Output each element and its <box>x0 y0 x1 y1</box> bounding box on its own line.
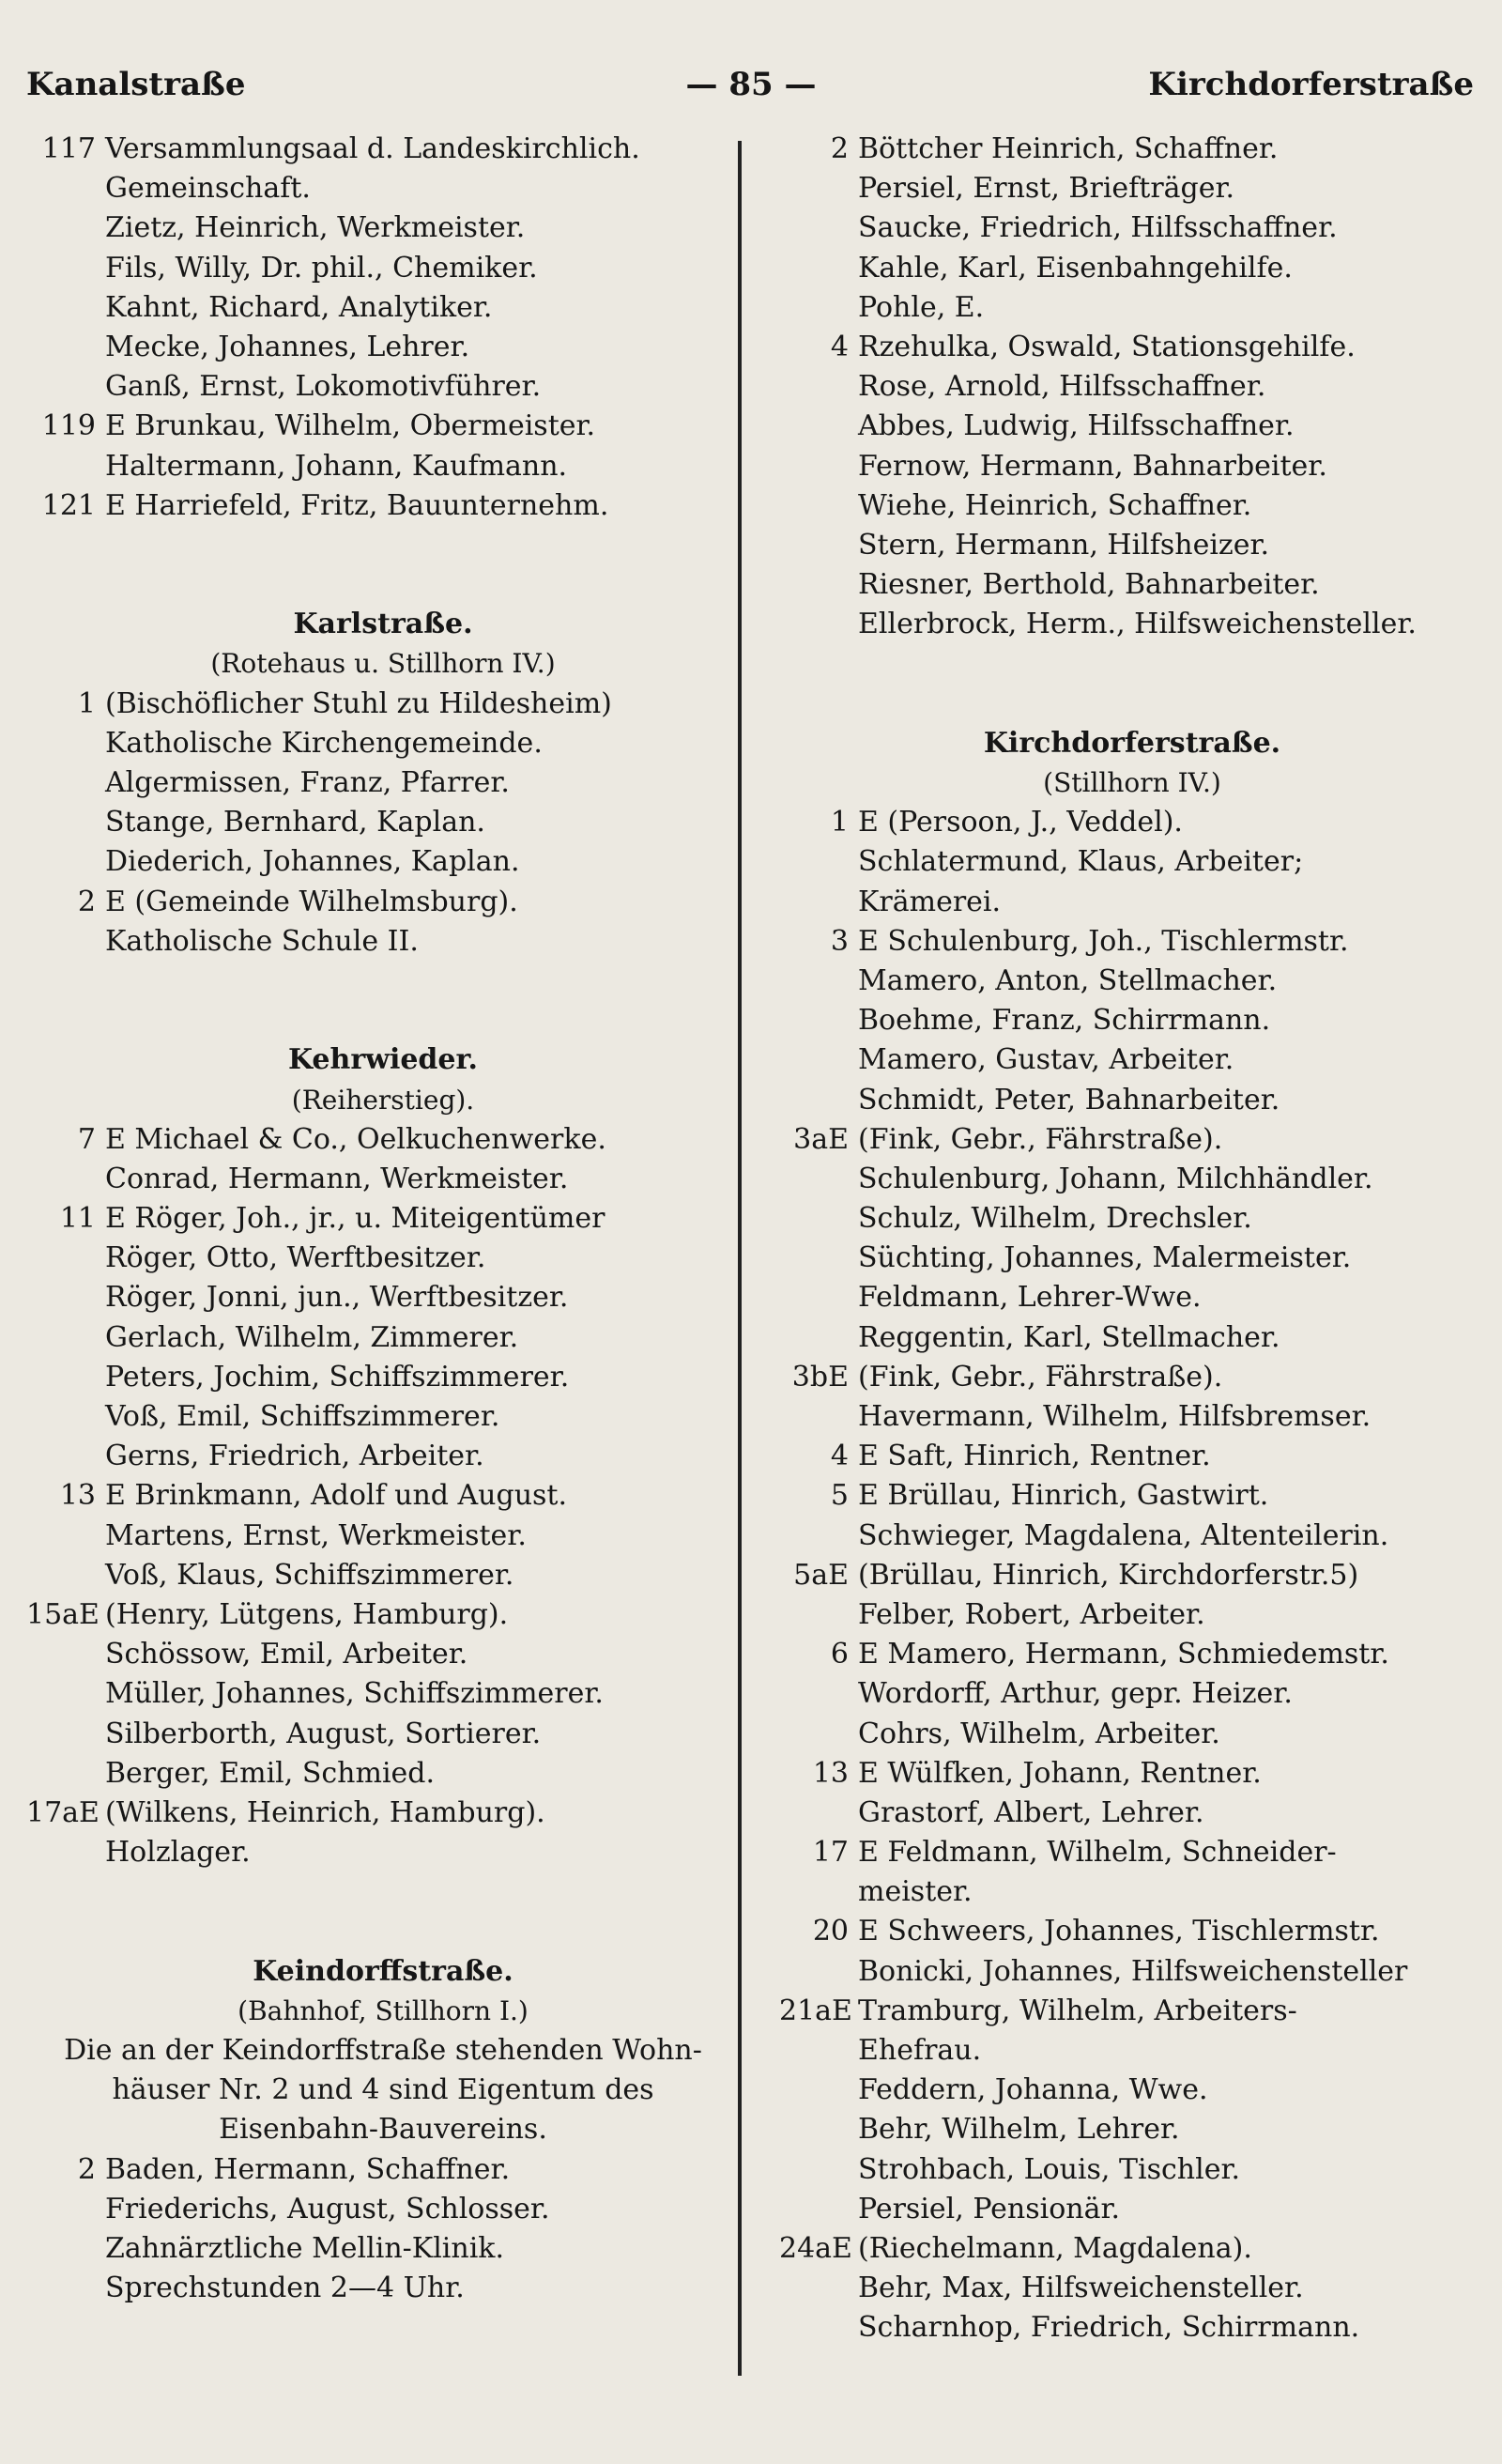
house-number: 2 <box>830 132 849 165</box>
directory-entry <box>779 1556 1485 1595</box>
directory-entry <box>26 1674 740 1714</box>
directory-entry <box>26 1120 740 1160</box>
directory-entry <box>26 169 740 208</box>
entry-text: Mamero, Gustav, Arbeiter. <box>858 1043 1234 1077</box>
entry-text: Algermissen, Franz, Pfarrer. <box>105 766 510 799</box>
entry-text: Schössow, Emil, Arbeiter. <box>105 1638 468 1671</box>
directory-entry <box>779 1794 1485 1833</box>
directory-entry <box>26 1199 740 1239</box>
entry-text: Haltermann, Johann, Kaufmann. <box>105 449 568 483</box>
entry-text: (Fink, Gebr., Fährstraße). <box>858 1360 1223 1394</box>
house-number: 6 <box>830 1638 849 1671</box>
directory-entry <box>779 1992 1485 2031</box>
directory-entry <box>26 685 740 724</box>
directory-entry <box>779 1397 1485 1437</box>
entry-text: Wiehe, Heinrich, Schaffner. <box>858 488 1252 522</box>
entry-text: Schlatermund, Klaus, Arbeiter; <box>858 845 1304 879</box>
right-column <box>779 130 1485 2402</box>
house-number: 17 <box>812 1836 849 1870</box>
street-district: (Bahnhof, Stillhorn I.) <box>238 1994 529 2026</box>
street-note: Eisenbahn-Bauvereins. <box>219 2113 547 2147</box>
left-column <box>26 130 740 2402</box>
directory-entry <box>779 486 1485 526</box>
entry-text: Riesner, Berthold, Bahnarbeiter. <box>858 568 1320 602</box>
directory-entry <box>26 1833 740 1872</box>
entry-text: Feldmann, Lehrer-Wwe. <box>858 1281 1202 1315</box>
directory-entry <box>26 1397 740 1437</box>
entry-text: Peters, Jochim, Schiffszimmerer. <box>105 1360 570 1394</box>
entry-text: Tramburg, Wilhelm, Arbeiters- <box>858 1994 1297 2027</box>
directory-entry <box>779 1160 1485 1199</box>
directory-entry <box>26 883 740 922</box>
entry-text: Fils, Willy, Dr. phil., Chemiker. <box>105 251 538 285</box>
entry-text: Kahle, Karl, Eisenbahngehilfe. <box>858 251 1293 285</box>
directory-entry <box>779 1081 1485 1120</box>
directory-entry <box>26 288 740 328</box>
entry-text: E Harriefeld, Fritz, Bauunternehm. <box>105 488 609 522</box>
entry-text: Röger, Otto, Werftbesitzer. <box>105 1241 486 1275</box>
house-number: 21aE <box>779 1994 852 2027</box>
directory-entry <box>26 367 740 407</box>
street-heading: Karlstraße. <box>293 608 473 641</box>
street-district: (Stillhorn IV.) <box>1043 767 1221 798</box>
entry-text: Havermann, Wilhelm, Hilfsbremser. <box>858 1400 1372 1433</box>
entry-text: Gerlach, Wilhelm, Zimmerer. <box>105 1320 519 1354</box>
house-number: 13 <box>59 1479 96 1513</box>
directory-entry <box>779 1912 1485 1951</box>
running-head-right: Kirchdorferstraße <box>1148 66 1474 103</box>
directory-entry <box>26 1437 740 1476</box>
entry-text: Katholische Kirchengemeinde. <box>105 726 543 760</box>
directory-entry <box>779 407 1485 446</box>
directory-entry <box>26 2150 740 2190</box>
entry-text: E Saft, Hinrich, Rentner. <box>858 1440 1211 1473</box>
entry-text: Behr, Max, Hilfsweichensteller. <box>858 2272 1304 2305</box>
page-number: — 85 — <box>685 66 817 103</box>
street-note: häuser Nr. 2 und 4 sind Eigentum des <box>112 2073 654 2107</box>
entry-text: Krämerei. <box>858 885 1002 918</box>
house-number: 13 <box>812 1756 849 1790</box>
running-head-left: Kanalstraße <box>26 66 246 103</box>
house-number: 7 <box>77 1122 96 1156</box>
entry-text: Martens, Ernst, Werkmeister. <box>105 1518 527 1552</box>
house-number: 15aE <box>26 1597 100 1631</box>
directory-entry <box>779 1239 1485 1278</box>
directory-entry <box>26 2190 740 2229</box>
house-number: 2 <box>77 885 96 918</box>
entry-text: (Wilkens, Heinrich, Hamburg). <box>105 1795 545 1829</box>
entry-text: Schulenburg, Johann, Milchhändler. <box>858 1162 1373 1195</box>
entry-text: Katholische Schule II. <box>105 924 419 958</box>
entry-text: Baden, Hermann, Schaffner. <box>105 2152 511 2186</box>
directory-entry <box>779 842 1485 882</box>
entry-text: (Brüllau, Hinrich, Kirchdorferstr.5) <box>858 1558 1359 1592</box>
entry-text: (Riechelmann, Magdalena). <box>858 2231 1252 2265</box>
directory-entry <box>779 1040 1485 1080</box>
entry-text: Persiel, Ernst, Briefträger. <box>858 172 1235 206</box>
directory-entry <box>26 1476 740 1516</box>
directory-entry <box>779 1278 1485 1317</box>
entry-text: Zietz, Heinrich, Werkmeister. <box>105 211 526 245</box>
directory-entry <box>779 1595 1485 1635</box>
entry-text: E Schweers, Johannes, Tischlermstr. <box>858 1915 1380 1948</box>
entry-text: E Brinkmann, Adolf und August. <box>105 1479 568 1513</box>
house-number: 3aE <box>793 1122 849 1156</box>
spacer-line <box>779 685 1485 724</box>
entry-text: Scharnhop, Friedrich, Schirrmann. <box>858 2311 1360 2345</box>
entry-text: Schulz, Wilhelm, Drechsler. <box>858 1202 1252 1236</box>
entry-text: Müller, Johannes, Schiffszimmerer. <box>105 1677 604 1711</box>
entry-text: Pohle, E. <box>858 290 985 324</box>
directory-entry <box>779 2190 1485 2229</box>
entry-text: Feddern, Johanna, Wwe. <box>858 2073 1208 2107</box>
directory-entry <box>779 1476 1485 1516</box>
directory-entry <box>26 328 740 367</box>
house-number: 2 <box>77 2152 96 2186</box>
directory-entry <box>26 208 740 248</box>
entry-text: E Mamero, Hermann, Schmiedemstr. <box>858 1638 1389 1671</box>
entry-text: E Schulenburg, Joh., Tischlermstr. <box>858 924 1349 958</box>
directory-entry <box>26 1318 740 1358</box>
directory-entry <box>26 1635 740 1674</box>
entry-text: Persiel, Pensionär. <box>858 2192 1121 2225</box>
directory-entry <box>26 1715 740 1754</box>
entry-text: Silberborth, August, Sortierer. <box>105 1717 542 1750</box>
house-number: 117 <box>41 132 96 165</box>
directory-entry <box>779 1120 1485 1160</box>
directory-entry <box>779 1517 1485 1556</box>
directory-entry <box>779 1358 1485 1397</box>
house-number: 119 <box>41 409 96 443</box>
house-number: 20 <box>812 1915 849 1948</box>
entry-text: meister. <box>858 1875 973 1909</box>
directory-entry <box>779 1318 1485 1358</box>
entry-text: Gemeinschaft. <box>105 172 311 206</box>
entry-text: Grastorf, Albert, Lehrer. <box>858 1795 1204 1829</box>
entry-text: Schwieger, Magdalena, Altenteilerin. <box>858 1518 1389 1552</box>
spacer-line <box>779 644 1485 684</box>
entry-text: (Bischöflicher Stuhl zu Hildesheim) <box>105 686 612 720</box>
street-note: Die an der Keindorffstraße stehenden Wohn- <box>64 2034 702 2067</box>
directory-entry <box>26 407 740 446</box>
entry-text: Abbes, Ludwig, Hilfsschaffner. <box>858 409 1295 443</box>
directory-entry <box>779 1437 1485 1476</box>
entry-text: E Feldmann, Wilhelm, Schneider- <box>858 1836 1337 1870</box>
entry-text: Wordorff, Arthur, gepr. Heizer. <box>858 1677 1293 1711</box>
directory-entry <box>26 763 740 803</box>
entry-text: Rzehulka, Oswald, Stationsgehilfe. <box>858 330 1356 363</box>
entry-text: Stange, Bernhard, Kaplan. <box>105 806 485 839</box>
directory-entry <box>26 842 740 882</box>
directory-entry <box>779 1674 1485 1714</box>
entry-text: (Fink, Gebr., Fährstraße). <box>858 1122 1223 1156</box>
directory-entry <box>779 249 1485 288</box>
entry-text: Felber, Robert, Arbeiter. <box>858 1597 1205 1631</box>
directory-entry <box>779 2308 1485 2348</box>
house-number: 11 <box>59 1202 96 1236</box>
house-number: 17aE <box>26 1795 100 1829</box>
directory-entry <box>26 2229 740 2269</box>
house-number: 5 <box>830 1479 849 1513</box>
directory-entry <box>779 922 1485 962</box>
directory-entry <box>779 1833 1485 1872</box>
entry-text: Ganß, Ernst, Lokomotivführer. <box>105 370 542 404</box>
directory-entry <box>779 1872 1485 1912</box>
directory-entry <box>26 1517 740 1556</box>
entry-text: Fernow, Hermann, Bahnarbeiter. <box>858 449 1327 483</box>
directory-entry <box>779 288 1485 328</box>
entry-text: Sprechstunden 2—4 Uhr. <box>105 2272 465 2305</box>
directory-entry <box>26 1160 740 1199</box>
column-divider <box>738 141 742 2376</box>
house-number: 4 <box>830 1440 849 1473</box>
entry-text: Holzlager. <box>105 1836 251 1870</box>
directory-entry <box>26 803 740 842</box>
entry-text: Mamero, Anton, Stellmacher. <box>858 963 1278 997</box>
entry-text: Zahnärztliche Mellin-Klinik. <box>105 2231 505 2265</box>
directory-entry <box>779 1001 1485 1040</box>
house-number: 121 <box>41 488 96 522</box>
directory-entry <box>26 1595 740 1635</box>
spacer-line <box>26 1872 740 1912</box>
entry-text: Ehefrau. <box>858 2034 982 2067</box>
spacer-line <box>26 962 740 1001</box>
directory-entry <box>779 2031 1485 2071</box>
directory-entry <box>779 883 1485 922</box>
entry-text: Röger, Jonni, jun., Werftbesitzer. <box>105 1281 569 1315</box>
directory-entry <box>779 1952 1485 1992</box>
directory-entry <box>26 922 740 962</box>
entry-text: Gerns, Friedrich, Arbeiter. <box>105 1440 484 1473</box>
entry-text: (Henry, Lütgens, Hamburg). <box>105 1597 509 1631</box>
entry-text: E Michael & Co., Oelkuchenwerke. <box>105 1122 606 1156</box>
entry-text: E Wülfken, Johann, Rentner. <box>858 1756 1262 1790</box>
entry-text: Mecke, Johannes, Lehrer. <box>105 330 470 363</box>
directory-entry <box>26 1754 740 1794</box>
entry-text: Stern, Hermann, Hilfsheizer. <box>858 528 1270 562</box>
entry-text: Ellerbrock, Herm., Hilfsweichensteller. <box>858 608 1417 641</box>
directory-entry <box>779 208 1485 248</box>
entry-text: Rose, Arnold, Hilfsschaffner. <box>858 370 1266 404</box>
entry-text: Versammlungsaal d. Landeskirchlich. <box>105 132 640 165</box>
directory-entry <box>26 130 740 169</box>
house-number: 1 <box>77 686 96 720</box>
house-number: 5aE <box>793 1558 849 1592</box>
directory-entry <box>779 962 1485 1001</box>
directory-entry <box>26 1239 740 1278</box>
directory-entry <box>26 1556 740 1595</box>
house-number: 24aE <box>779 2231 852 2265</box>
spacer-line <box>26 1001 740 1040</box>
house-number: 4 <box>830 330 849 363</box>
directory-entry <box>26 447 740 486</box>
directory-entry <box>779 605 1485 644</box>
directory-entry <box>779 447 1485 486</box>
entry-text: Böttcher Heinrich, Schaffner. <box>858 132 1279 165</box>
street-district: (Rotehaus u. Stillhorn IV.) <box>210 648 556 680</box>
directory-entry <box>779 1635 1485 1674</box>
house-number: 3bE <box>791 1360 849 1394</box>
directory-entry <box>26 724 740 763</box>
house-number: 3 <box>830 924 849 958</box>
entry-text: Strohbach, Louis, Tischler. <box>858 2152 1241 2186</box>
directory-entry <box>779 2269 1485 2308</box>
entry-text: Voß, Emil, Schiffszimmerer. <box>105 1400 500 1433</box>
entry-text: E Brunkau, Wilhelm, Obermeister. <box>105 409 596 443</box>
entry-text: Reggentin, Karl, Stellmacher. <box>858 1320 1280 1354</box>
entry-text: Friederichs, August, Schlosser. <box>105 2192 550 2225</box>
house-number: 1 <box>830 806 849 839</box>
entry-text: Behr, Wilhelm, Lehrer. <box>858 2113 1180 2147</box>
directory-entry <box>779 328 1485 367</box>
directory-entry <box>779 565 1485 605</box>
directory-entry <box>779 526 1485 565</box>
entry-text: Cohrs, Wilhelm, Arbeiter. <box>858 1717 1220 1750</box>
directory-entry <box>26 1358 740 1397</box>
entry-text: E Röger, Joh., jr., u. Miteigentümer <box>105 1202 605 1236</box>
directory-entry <box>779 1199 1485 1239</box>
entry-text: Berger, Emil, Schmied. <box>105 1756 436 1790</box>
directory-entry <box>779 169 1485 208</box>
entry-text: Diederich, Johannes, Kaplan. <box>105 845 520 879</box>
directory-entry <box>779 1754 1485 1794</box>
directory-entry <box>779 130 1485 169</box>
directory-entry <box>779 2071 1485 2110</box>
directory-entry <box>779 803 1485 842</box>
entry-text: Bonicki, Johannes, Hilfsweichensteller <box>858 1954 1408 1988</box>
spacer-line <box>26 526 740 565</box>
directory-entry <box>26 2269 740 2308</box>
directory-entry <box>26 1278 740 1317</box>
entry-text: Voß, Klaus, Schiffszimmerer. <box>105 1558 514 1592</box>
entry-text: E (Persoon, J., Veddel). <box>858 806 1183 839</box>
entry-text: Boehme, Franz, Schirrmann. <box>858 1004 1271 1038</box>
spacer-line <box>26 1912 740 1951</box>
entry-text: Saucke, Friedrich, Hilfsschaffner. <box>858 211 1338 245</box>
directory-entry <box>26 1794 740 1833</box>
directory-entry <box>779 2150 1485 2190</box>
spacer-line <box>26 565 740 605</box>
directory-entry <box>779 2110 1485 2149</box>
directory-entry <box>779 2229 1485 2269</box>
entry-text: E Brüllau, Hinrich, Gastwirt. <box>858 1479 1269 1513</box>
street-heading: Keindorffstraße. <box>253 1954 513 1988</box>
directory-entry <box>779 367 1485 407</box>
entry-text: E (Gemeinde Wilhelmsburg). <box>105 885 518 918</box>
entry-text: Schmidt, Peter, Bahnarbeiter. <box>858 1083 1280 1116</box>
entry-text: Süchting, Johannes, Malermeister. <box>858 1241 1352 1275</box>
directory-entry <box>26 486 740 526</box>
entry-text: Conrad, Hermann, Werkmeister. <box>105 1162 569 1195</box>
street-district: (Reiherstieg). <box>291 1084 475 1116</box>
street-heading: Kehrwieder. <box>288 1043 478 1077</box>
directory-entry <box>779 1715 1485 1754</box>
directory-entry <box>26 249 740 288</box>
street-heading: Kirchdorferstraße. <box>983 726 1281 760</box>
entry-text: Kahnt, Richard, Analytiker. <box>105 290 493 324</box>
